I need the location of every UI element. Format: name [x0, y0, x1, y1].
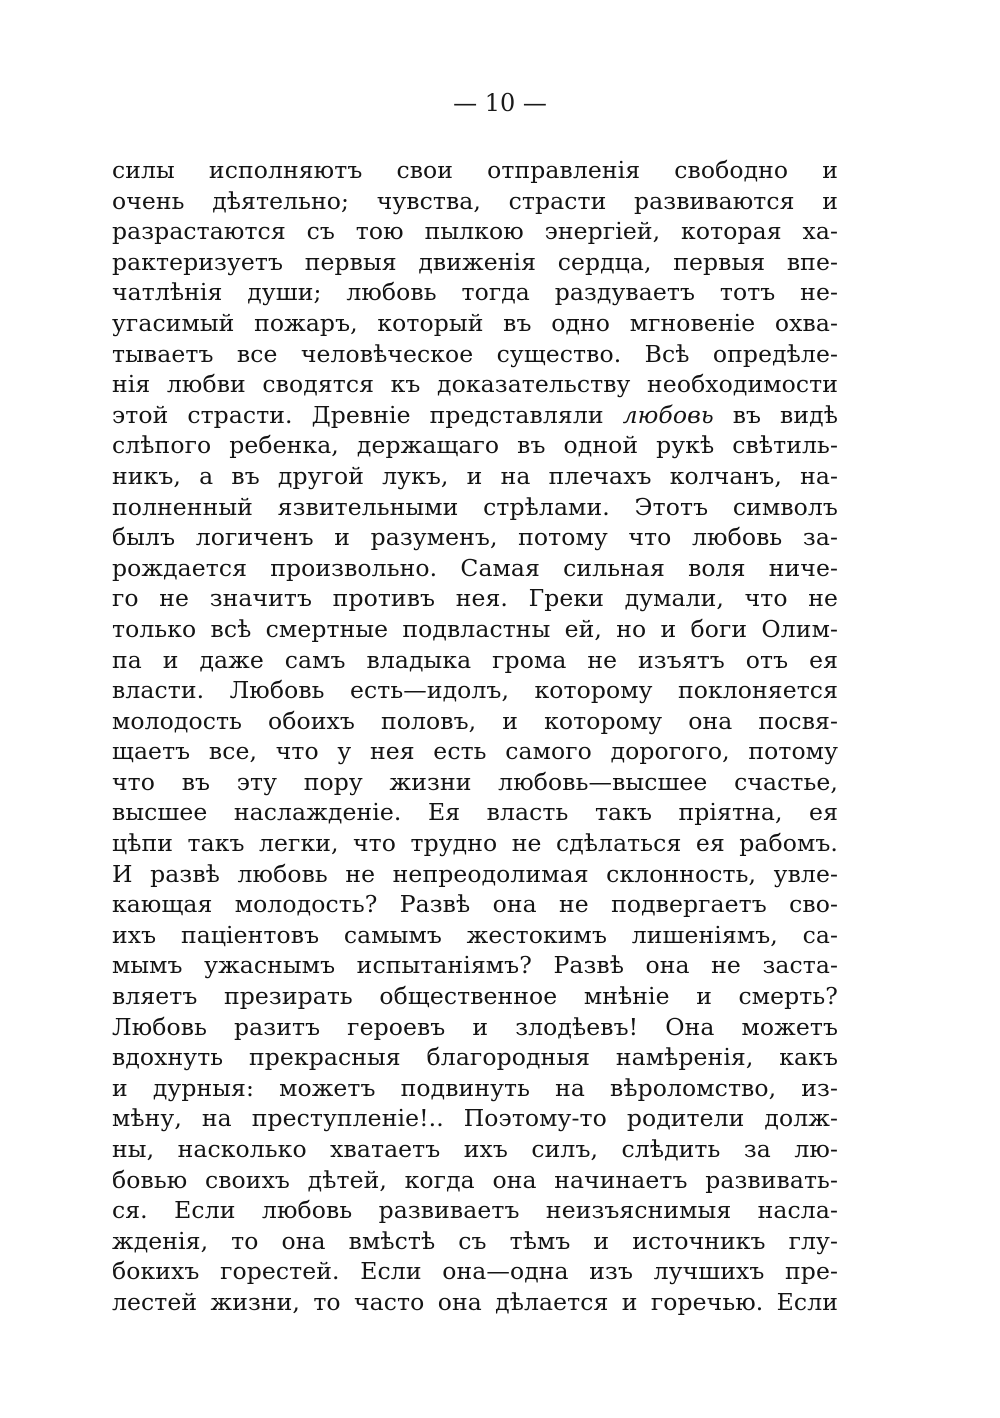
text-line: вдохнуть прекрасныя благородныя намѣренія, какъ	[112, 1043, 838, 1072]
text-line: щаетъ все, что у нея есть самого дорогого, потому	[112, 737, 838, 766]
text-line: жденія, то она вмѣстѣ съ тѣмъ и источникъ глу-	[112, 1226, 838, 1255]
text-line: былъ логиченъ и разуменъ, потому что любовь за-	[112, 523, 838, 552]
text-line: кающая молодость? Развѣ она не подвергаетъ сво-	[112, 890, 838, 919]
text-line: что въ эту пору жизни любовь—высшее счастье,	[112, 767, 838, 796]
text-segment: въ видѣ	[713, 400, 838, 429]
text-line: па и даже самъ владыка грома не изъятъ отъ ея	[112, 645, 838, 674]
text-line: молодость обоихъ половъ, и которому она посвя-	[112, 706, 838, 735]
text-line: никъ, а въ другой лукъ, и на плечахъ колчанъ, на-	[112, 461, 838, 490]
text-line: ны, насколько хватаетъ ихъ силъ, слѣдить за лю-	[112, 1135, 838, 1163]
text-line	[112, 400, 838, 431]
text-line: угасимый пожаръ, который въ одно мгновеніе охва-	[112, 308, 838, 337]
text-line: рактеризуетъ первыя движенія сердца, первыя впе-	[112, 247, 838, 276]
body-text	[112, 155, 838, 1318]
text-line: силы исполняютъ свои отправленія свободно и	[112, 156, 838, 184]
text-line: мымъ ужаснымъ испытаніямъ? Развѣ она не заста-	[112, 951, 838, 980]
text-line: только всѣ смертные подвластны ей, но и боги Олим-	[112, 614, 838, 643]
text-line: И развѣ любовь не непреодолимая склонность, увле-	[112, 859, 838, 888]
text-line: мѣну, на преступленіе!.. Поэтому-то родители долж-	[112, 1104, 838, 1133]
italic-word: любовь	[622, 400, 714, 429]
text-line: цѣпи такъ легки, что трудно не сдѣлаться ея рабомъ.	[112, 829, 838, 858]
text-line: бокихъ горестей. Если она—одна изъ лучшихъ пре-	[112, 1257, 838, 1286]
text-line: рождается произвольно. Самая сильная воля ниче-	[112, 553, 838, 582]
text-line: нія любви сводятся къ доказательству необходимости	[112, 370, 838, 399]
text-line: слѣпого ребенка, держащаго въ одной рукѣ свѣтиль-	[112, 431, 838, 460]
text-line: ся. Если любовь развиваетъ неизъяснимыя насла-	[112, 1196, 838, 1225]
text-line: лестей жизни, то часто она дѣлается и горечью. Если	[112, 1287, 838, 1316]
text-line: полненный язвительными стрѣлами. Этотъ символъ	[112, 492, 838, 521]
text-line: высшее наслажденіе. Ея власть такъ пріятна, ея	[112, 798, 838, 827]
text-line: бовью своихъ дѣтей, когда она начинаетъ развивать-	[112, 1165, 838, 1194]
text-line: очень дѣятельно; чувства, страсти развиваются и	[112, 186, 838, 215]
text-line: ихъ паціентовъ самымъ жестокимъ лишеніямъ, са-	[112, 920, 838, 949]
text-line: власти. Любовь есть—идолъ, которому поклоняется	[112, 676, 838, 705]
text-line: разрастаются съ тою пылкою энергіей, которая ха-	[112, 217, 838, 246]
text-line: тываетъ все человѣческое существо. Всѣ опредѣле-	[112, 339, 838, 368]
text-line: го не значитъ противъ нея. Греки думали, что не	[112, 584, 838, 613]
text-line: вляетъ презирать общественное мнѣніе и смерть?	[112, 982, 838, 1011]
text-line: чатлѣнія души; любовь тогда раздуваетъ тотъ не-	[112, 278, 838, 307]
text-line: Любовь разитъ героевъ и злодѣевъ! Она можетъ	[112, 1012, 838, 1041]
text-segment: этой страсти. Древніе представляли	[112, 400, 623, 429]
text-line: и дурныя: можетъ подвинуть на вѣроломство, из-	[112, 1073, 838, 1102]
page-number: — 10 —	[453, 89, 547, 117]
